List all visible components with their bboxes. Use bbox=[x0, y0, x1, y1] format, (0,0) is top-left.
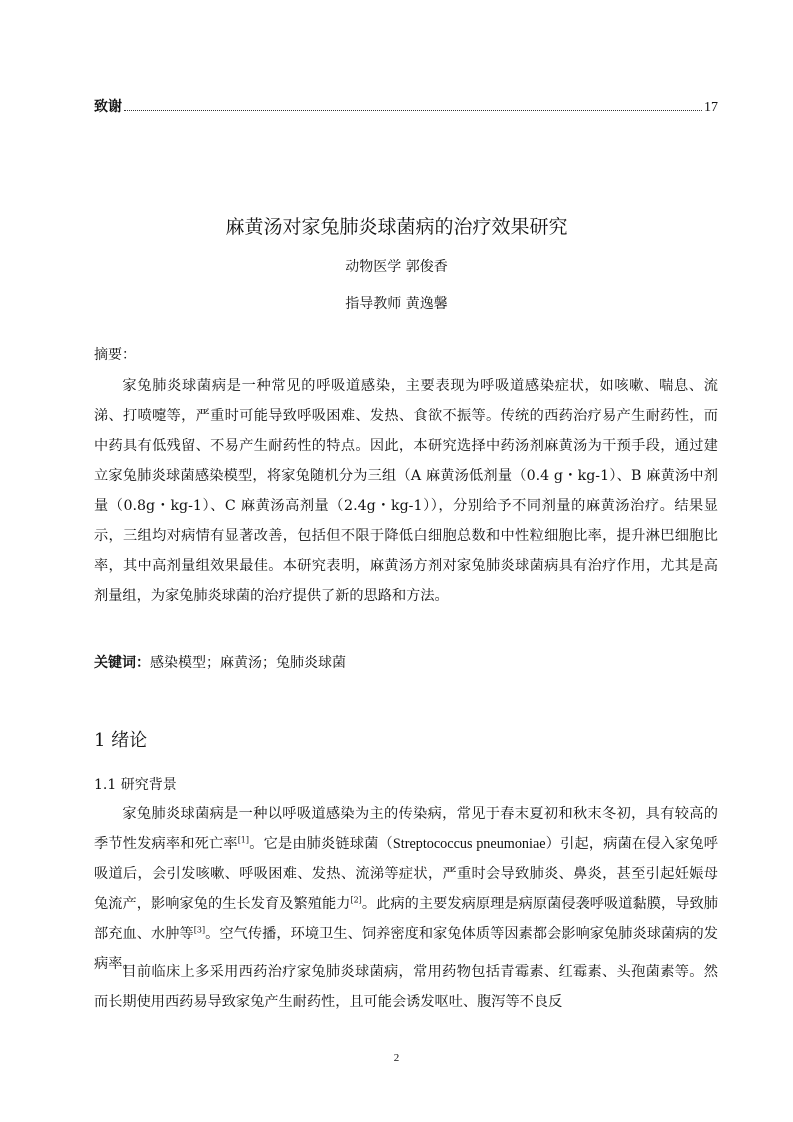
paragraph-text: 家兔肺炎球菌病是一种以呼吸道感染为主的传染病，常见于春末夏初和秋末冬初，具有较高的季节性发病率和死亡率 bbox=[94, 806, 718, 852]
toc-entry-page: 17 bbox=[704, 100, 718, 115]
abstract-text: 家兔肺炎球菌病是一种常见的呼吸道感染，主要表现为呼吸道感染症状，如咳嗽、喘息、流涕、打喷嚏等，严重时可能导致呼吸困难、发热、食欲不振等。传统的西药治疗易产生耐药性，而中药具有低残留、不易产生耐药性的特点。因此，本研究选择中药汤剂麻黄汤为干预手段，通过建立家兔肺炎球菌感染模型，将家兔随机分为三组（A 麻黄汤低剂量（0.4 g・kg-1）、B 麻黄汤中剂量（0.8g・kg-1）、C 麻黄汤高剂量（2.4g・kg-1）），分别给予不同剂量的麻黄汤治疗。结果显示，三组均对病情有显著改善，包括但不限于降低白细胞总数和中性粒细胞比率，提升淋巴细胞比率，其中高剂量组效果最佳。本研究表明，麻黄汤方剂对家兔肺炎球菌病具有治疗作用，尤其是高剂量组，为家兔肺炎球菌的治疗提供了新的思路和方法。 bbox=[94, 378, 718, 604]
toc-entry-acknowledgements[interactable] bbox=[94, 96, 718, 116]
keywords-label: 关键词： bbox=[94, 655, 150, 671]
paragraph-text: 。空气传播，环境卫生、饲养密度和家兔体质等因素都会影响家兔肺炎球菌病的发病率。 bbox=[94, 926, 718, 972]
advisor-line: 指导教师 黄逸馨 bbox=[345, 296, 448, 312]
toc-leader-dots bbox=[124, 109, 702, 111]
citation-ref-2[interactable]: [2] bbox=[350, 895, 362, 905]
author-line: 动物医学 郭俊香 bbox=[345, 259, 448, 275]
citation-ref-1[interactable]: [1] bbox=[237, 835, 250, 845]
citation-ref-3[interactable]: [3] bbox=[193, 925, 206, 935]
page-number: 2 bbox=[393, 1052, 400, 1064]
paragraph-text: ）引起，病菌在侵入家兔呼吸道后，会引发咳嗽、呼吸困难、发热、流涕等症状，严重时会导致肺炎、鼻炎，甚至引起妊娠母兔流产，影响家兔的生长发育及繁殖能力 bbox=[94, 836, 718, 912]
paragraph-text: 。它是由肺炎链球菌（ bbox=[249, 836, 393, 852]
abstract-label: 摘要： bbox=[94, 347, 136, 363]
paper-title: 麻黄汤对家兔肺炎球菌病的治疗效果研究 bbox=[225, 216, 568, 238]
section-heading: 1 绪论 bbox=[94, 730, 148, 751]
toc-entry-title: 致谢 bbox=[94, 99, 122, 115]
body-paragraph-1 bbox=[94, 799, 718, 979]
paragraph-text: 。此病的主要发病原理是病原菌侵袭呼吸道黏膜，导致肺部充血、水肿等 bbox=[94, 896, 718, 942]
subsection-heading: 1.1 研究背景 bbox=[94, 777, 177, 793]
body-paragraph-2: 目前临床上多采用西药治疗家兔肺炎球菌病，常用药物包括青霉素、红霉素、头孢菌素等。然而长期使用西药易导致家兔产生耐药性，且可能会诱发呕吐、腹泻等不良反 bbox=[94, 964, 718, 1010]
species-name: Streptococcus pneumoniae bbox=[392, 836, 546, 852]
keywords-text: 感染模型；麻黄汤；兔肺炎球菌 bbox=[150, 655, 346, 671]
keywords-line bbox=[94, 652, 346, 672]
